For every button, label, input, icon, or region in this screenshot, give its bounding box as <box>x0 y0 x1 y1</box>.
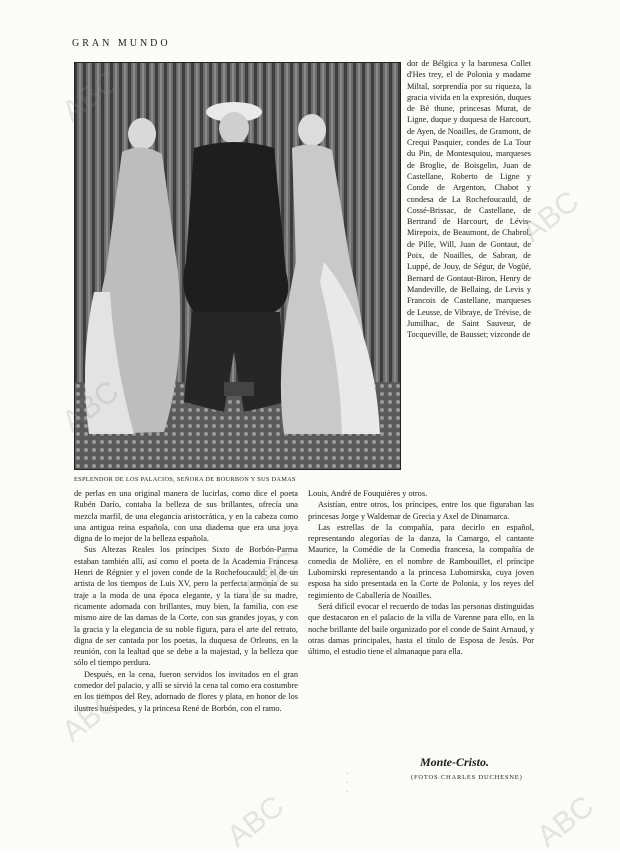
paragraph: Louis, André de Fouquières y otros. <box>308 489 428 498</box>
paragraph: Las estrellas de la compañía, para decirlo en español, representando alegorías de la danza, la Camargo, el cantante Maurice, la Comédie de la Comedia francesa, la compañía de comedia de Molière, en el nombre de Rambouillet, el príncipe Lubomirski representando a la princesa Lubomirska, cuya joven esposa ha sido presentada en la Corte de Polonia, y los reyes del regimiento de Caballería de Noailles. <box>308 522 534 600</box>
watermark-logo: ABC <box>56 684 125 749</box>
paragraph: de perlas en una original manera de lucirlas, como dice el poeta Rubén Darío, contaba la belleza de sus brillantes, ofrecía una mezcla marfil, de una elegancia aristocrática, y en la cabeza como una antigua reina española, con una diadema que era una joya digna de lo mejor de la belleza española. <box>74 489 298 544</box>
decorative-dots: · · · <box>346 771 348 795</box>
photograph-image <box>74 62 401 470</box>
watermark-logo: ABC <box>531 789 600 854</box>
group-photograph <box>74 62 401 470</box>
section-header: GRAN MUNDO <box>72 38 171 49</box>
watermark-logo: ABC <box>516 184 585 249</box>
text-column-left-bottom <box>74 488 298 714</box>
paragraph: Después, en la cena, fueron servidos los invitados en el gran comedor del palacio, y allí se sirvió la cena tal como era costumbre en los tiempos del Rey, adornado de flores y plata, en honor de los ilustres huéspedes, y la princesa René de Borbón, con el ramo. <box>74 669 298 713</box>
paragraph: Sus Altezas Reales los príncipes Sixto de Borbón-Parma estaban también allí, así como el poeta de la Academia Francesa Henri de Régnier y el joven conde de la Rochefoucauld; el de un artista de los tiempos de Luis XV, pero la perfecta armonía de su traje a la moda de una época elegante, y la tiara de su madre, ricamente adornada con brillantes, muy bien, la familia, con ese mismo aire de las damas de la Corte, con sus grandes joyas, y con la gracia y la elegancia de su noble figura, para el arte del retrato, digna de ser cantada por los poetas, la duquesa de Orleans, en la reunión, con la lealtad que se debe a la majestad, y la belleza que sólo el tiempo perdura. <box>74 545 298 668</box>
photo-caption: ESPLENDOR DE LOS PALACIOS, SEÑORA DE BOURBON Y SUS DAMAS <box>74 476 296 483</box>
paragraph: Será difícil evocar el recuerdo de todas las personas distinguidas que destacaron en el palacio de la villa de Varenne para ello, en la noche brillante del baile organizado por el conde de Saint Arnaud, y otras damas principales, hasta el título de Esposa de Jesús. Por último, el estudio tiene el almanaque para ella. <box>308 601 534 657</box>
watermark-logo: ABC <box>56 64 125 129</box>
watermark-logo: ABC <box>236 544 305 609</box>
watermark-logo: ABC <box>56 374 125 439</box>
text-column-right-top <box>407 58 531 340</box>
author-signature: Monte-Cristo. <box>420 755 490 769</box>
photo-credit: (FOTOS CHARLES DUCHESNE) <box>411 774 523 781</box>
paragraph: Asistían, entre otros, los príncipes, entre los que figuraban las princesas Jorge y Waldemar de Grecia y Axel de Dinamarca. <box>308 500 534 521</box>
watermark-logo: ABC <box>221 789 290 854</box>
paragraph: dor de Bélgica y la baronesa Collet d'Hes trey, el de Polonia y madame Miltal, sorprendía por su riqueza, la gracia vivida en la expresión, duques de Bé thune, princesas Murat, de Ligne, duque y duquesa de Harcourt, de Ayen, de Noailles, de Gramont, de Crequi Pasquier, condes de La Tour du Pin, de Montesquiou, marqueses de Broglie, de Boisgelin, Juan de Castellane, Roberto de Ligne y Conde de Argenton, Chabot y condesa de La Rochefoucauld, de Cossé-Brissac, de Castellane, de Bertrand de Harcourt, de Lévis-Mirepoix, de Beaumont, de Chabrol, de Pille, Will, Juan de Gontaut, de Poix, de Noailles, de Sabran, de Luppé, de Jouy, de Ségur, de Vogüé, Bernard de Gontaut-Biron, Henry de Mandeville, de Bellaing, de Levis y Francois de Castellane, marqueses de Leusse, de Vibraye, de Trévise, de Jumilhac, de Saint Sauveur, de Tocqueville, de Bausset; vizconde de <box>407 59 531 340</box>
text-column-right-bottom <box>308 488 534 657</box>
